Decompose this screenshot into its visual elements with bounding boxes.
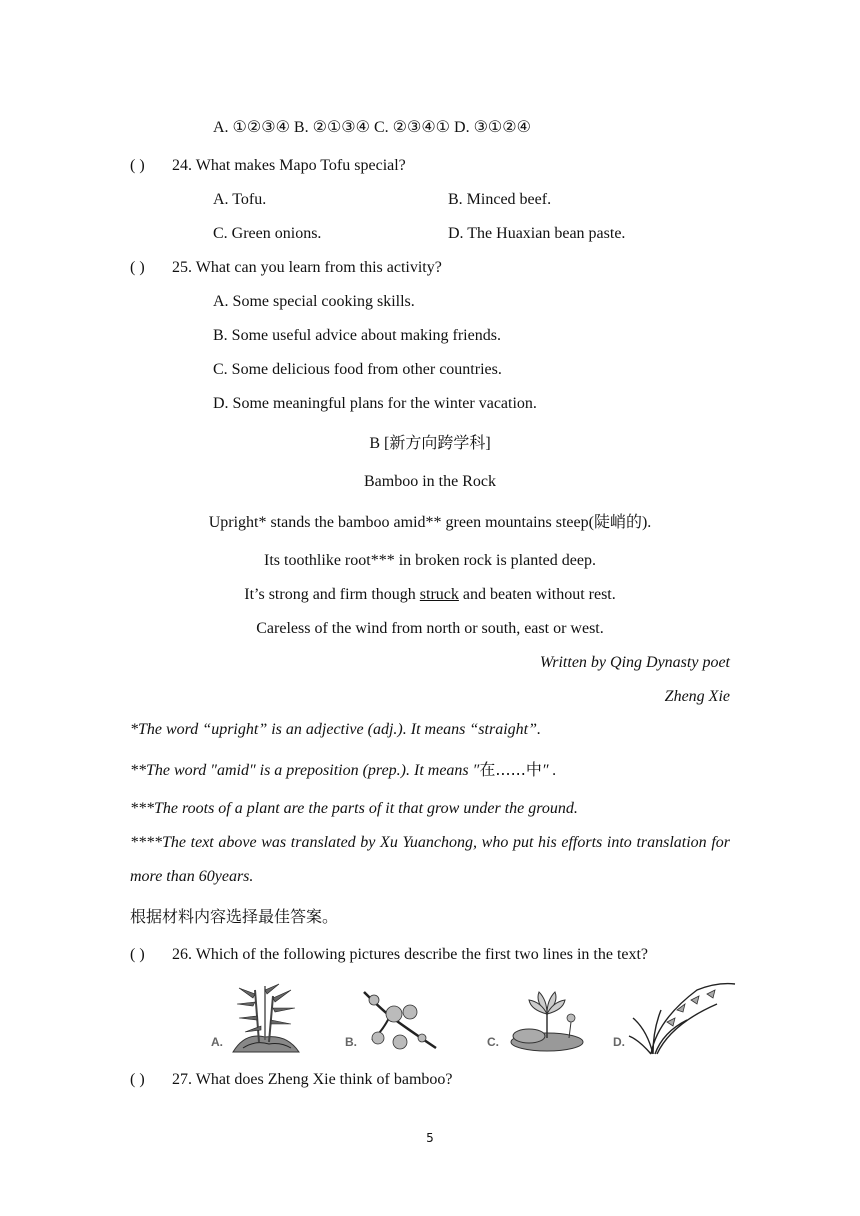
section-b-label-close: ] — [485, 435, 491, 452]
q24-stem: 24. What makes Mapo Tofu special? — [172, 157, 406, 174]
q25-option-d: D. Some meaningful plans for the winter vacation. — [213, 395, 537, 412]
q23-options: A. ①②③④ B. ②①③④ C. ②③④① D. ③①②④ — [213, 119, 531, 136]
poem-line-3-post: and beaten without rest. — [458, 586, 616, 603]
section-b-label: B [ — [369, 435, 390, 452]
orchid-picture — [627, 980, 737, 1056]
note-4: ****The text above was translated by Xu Yuanchong, who put his efforts into translation for more than 60years. — [130, 834, 730, 885]
q26-label-d: D. — [613, 1035, 625, 1049]
poem-line-4: Careless of the wind from north or south, east or west. — [256, 620, 604, 637]
poem-credit-1: Written by Qing Dynasty poet — [539, 654, 730, 671]
note-2-cn: 在......中 — [479, 760, 542, 779]
poem-line-3-underlined: struck — [419, 586, 459, 603]
poem-line-3-pre: It’s strong and firm though — [244, 586, 420, 603]
q24-option-a: A. Tofu. — [213, 191, 267, 208]
poem-line-3 — [0, 585, 860, 605]
q25-option-b: B. Some useful advice about making friends. — [213, 327, 501, 344]
q25-option-a: A. Some special cooking skills. — [213, 293, 415, 310]
poem-line-1-end: ). — [641, 514, 652, 531]
section-b-heading — [0, 433, 860, 454]
section-b-label-cn: 新方向跨学科 — [389, 433, 486, 452]
q26-paren: ( ) — [130, 946, 145, 963]
page-number: 5 — [426, 1131, 434, 1145]
q24-option-b: B. Minced beef. — [448, 191, 552, 208]
note-2-pre: **The word ″amid″ is a preposition (prep.). It means ″ — [130, 762, 480, 779]
q24-paren: ( ) — [130, 157, 145, 174]
instruction-cn: 根据材料内容选择最佳答案。 — [130, 907, 339, 926]
q25-option-c: C. Some delicious food from other countries. — [213, 361, 502, 378]
poem-line-1 — [0, 512, 860, 533]
q25-paren: ( ) — [130, 259, 145, 276]
q26-picture-options — [205, 980, 745, 1060]
q25-stem: 25. What can you learn from this activity? — [172, 259, 442, 276]
bamboo-rock-picture — [225, 982, 305, 1056]
q26-label-a: A. — [211, 1035, 223, 1049]
plum-blossom-picture — [360, 988, 440, 1054]
poem-credit-2: Zheng Xie — [664, 688, 730, 705]
q26-label-b: B. — [345, 1035, 357, 1049]
poem-title: Bamboo in the Rock — [364, 473, 496, 490]
q24-option-d: D. The Huaxian bean paste. — [448, 225, 626, 242]
q26-stem: 26. Which of the following pictures describe the first two lines in the text? — [172, 946, 649, 963]
q26-label-c: C. — [487, 1035, 499, 1049]
note-2-post: ″ . — [541, 762, 557, 779]
q27-stem: 27. What does Zheng Xie think of bamboo? — [172, 1071, 453, 1088]
note-3: ***The roots of a plant are the parts of it that grow under the ground. — [130, 800, 578, 817]
poem-line-1-cn: 陡峭的 — [593, 512, 642, 531]
poem-line-2: Its toothlike root*** in broken rock is planted deep. — [264, 552, 596, 569]
poem-line-1-text: Upright* stands the bamboo amid** green mountains steep( — [208, 514, 594, 531]
note-2 — [130, 760, 557, 781]
q27-paren: ( ) — [130, 1071, 145, 1088]
q24-option-c: C. Green onions. — [213, 225, 322, 242]
lotus-picture — [507, 988, 587, 1054]
note-1: *The word “upright” is an adjective (adj.). It means “straight”. — [130, 721, 541, 738]
